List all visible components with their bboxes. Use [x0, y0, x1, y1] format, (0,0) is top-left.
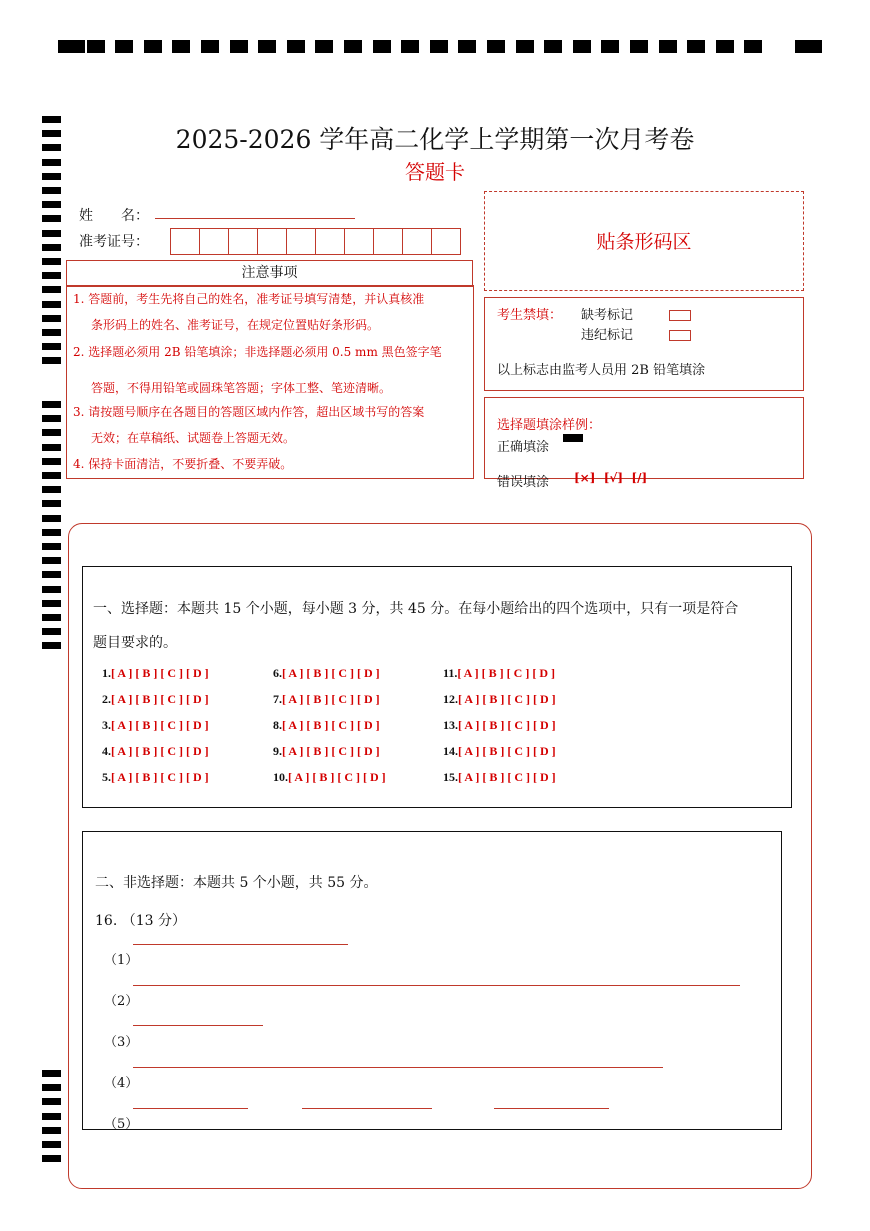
section1-heading-cont: 题目要求的。 [93, 635, 177, 651]
timing-mark [42, 571, 61, 578]
timing-mark [42, 444, 61, 451]
choice-question[interactable] [273, 744, 380, 759]
wrong-mark: [/] [631, 471, 648, 485]
wrong-fill-label: 错误填涂 [497, 475, 550, 490]
choice-question[interactable] [443, 718, 556, 733]
timing-mark [795, 40, 822, 53]
answer-line-5c[interactable] [494, 1108, 609, 1109]
timing-mark [544, 40, 562, 53]
id-digit-box[interactable] [431, 228, 461, 255]
timing-mark [344, 40, 362, 53]
timing-mark [201, 40, 219, 53]
exam-title: 2025-2026 学年高二化学上学期第一次月考卷 [175, 125, 695, 154]
id-digit-box[interactable] [315, 228, 345, 255]
timing-mark [144, 40, 162, 53]
violation-mark-box[interactable] [669, 330, 691, 341]
notice-title: 注意事项 [66, 260, 473, 287]
timing-mark [42, 515, 61, 522]
timing-mark [458, 40, 476, 53]
answer-line-1[interactable] [133, 944, 348, 945]
id-digit-box[interactable] [257, 228, 287, 255]
notice-line: 3. 请按题号顺序在各题目的答题区域内作答，超出区域书写的答案 [73, 405, 425, 419]
part-label: （4） [104, 1076, 139, 1091]
barcode-label: 贴条形码区 [596, 231, 692, 253]
timing-mark [42, 529, 61, 536]
timing-mark [42, 1084, 61, 1091]
timing-mark [42, 557, 61, 564]
id-digit-box[interactable] [402, 228, 432, 255]
correct-fill-sample [563, 434, 583, 442]
timing-mark [42, 286, 61, 293]
question-number: 1. [102, 666, 111, 680]
timing-mark [42, 1141, 61, 1148]
timing-mark [42, 600, 61, 607]
id-digit-box[interactable] [373, 228, 403, 255]
question-number: 4. [102, 744, 111, 758]
part-label: （3） [104, 1035, 139, 1050]
answer-options[interactable]: [ A ] [ B ] [ C ] [ D ] [458, 718, 556, 732]
timing-mark [687, 40, 705, 53]
answer-options[interactable]: [ A ] [ B ] [ C ] [ D ] [282, 744, 380, 758]
answer-options[interactable]: [ A ] [ B ] [ C ] [ D ] [282, 692, 380, 706]
notice-line: 无效；在草稿纸、试题卷上答题无效。 [91, 431, 296, 445]
choice-question[interactable] [102, 770, 209, 785]
proctor-note: 以上标志由监考人员用 2B 铅笔填涂 [497, 363, 706, 378]
question-number: 13. [443, 718, 458, 732]
answer-options[interactable]: [ A ] [ B ] [ C ] [ D ] [457, 666, 555, 680]
timing-mark [659, 40, 677, 53]
choice-question[interactable] [102, 666, 209, 681]
choice-question[interactable] [102, 718, 209, 733]
timing-mark [401, 40, 419, 53]
choice-question[interactable] [273, 770, 386, 785]
exam-subtitle: 答题卡 [405, 160, 465, 184]
choice-question[interactable] [273, 666, 380, 681]
choice-question[interactable] [443, 666, 555, 681]
timing-mark [42, 301, 61, 308]
question-number: 7. [273, 692, 282, 706]
part-label: （2） [104, 994, 139, 1009]
question-number: 14. [443, 744, 458, 758]
timing-mark [315, 40, 333, 53]
timing-mark [42, 201, 61, 208]
answer-options[interactable]: [ A ] [ B ] [ C ] [ D ] [111, 666, 209, 680]
question-number: 6. [273, 666, 282, 680]
timing-mark [58, 40, 85, 53]
timing-mark [42, 329, 61, 336]
answer-options[interactable]: [ A ] [ B ] [ C ] [ D ] [111, 692, 209, 706]
answer-options[interactable]: [ A ] [ B ] [ C ] [ D ] [458, 744, 556, 758]
part-label: （1） [104, 953, 139, 968]
timing-mark [42, 586, 61, 593]
notice-line: 2. 选择题必须用 2B 铅笔填涂；非选择题必须用 0.5 mm 黑色签字笔 [73, 345, 442, 359]
timing-mark [42, 500, 61, 507]
id-digit-box[interactable] [170, 228, 200, 255]
notice-line: 1. 答题前，考生先将自己的姓名，准考证号填写清楚，并认真核准 [73, 292, 425, 306]
example-title: 选择题填涂样例： [497, 418, 602, 433]
question-number: 11. [443, 666, 458, 680]
barcode-area [484, 191, 804, 291]
timing-mark [287, 40, 305, 53]
name-label: 姓 名： [79, 208, 149, 224]
timing-mark [516, 40, 534, 53]
correct-fill-label: 正确填涂 [497, 440, 550, 455]
timing-mark [42, 315, 61, 322]
timing-mark [42, 401, 61, 408]
timing-mark [42, 1098, 61, 1105]
timing-mark [42, 628, 61, 635]
answer-line-5b[interactable] [302, 1108, 432, 1109]
absent-mark-box[interactable] [669, 310, 691, 321]
wrong-mark: [√] [603, 471, 624, 485]
answer-line-5a[interactable] [133, 1108, 248, 1109]
timing-mark [230, 40, 248, 53]
timing-mark [42, 272, 61, 279]
answer-line-4[interactable] [133, 1067, 663, 1068]
timing-mark [42, 343, 61, 350]
id-label: 准考证号： [79, 234, 149, 250]
name-field[interactable] [155, 218, 355, 219]
timing-mark [87, 40, 105, 53]
timing-mark [42, 1070, 61, 1077]
answer-options[interactable]: [ A ] [ B ] [ C ] [ D ] [458, 692, 556, 706]
timing-mark [373, 40, 391, 53]
id-digit-box[interactable] [344, 228, 374, 255]
multiple-choice-section [82, 566, 792, 808]
notice-line: 4. 保持卡面清洁，不要折叠、不要弄破。 [73, 457, 293, 471]
timing-mark [42, 357, 61, 364]
question-number: 15. [443, 770, 458, 784]
question-number: 5. [102, 770, 111, 784]
question-number: 3. [102, 718, 111, 732]
timing-mark [42, 1127, 61, 1134]
section2-heading: 二、非选择题：本题共 5 个小题，共 55 分。 [95, 875, 378, 891]
timing-mark [487, 40, 505, 53]
question-number: 8. [273, 718, 282, 732]
timing-mark [42, 1155, 61, 1162]
absent-label: 缺考标记 [581, 308, 634, 323]
timing-marks-top [58, 40, 822, 56]
wrong-fill-samples [574, 471, 647, 485]
id-digit-box[interactable] [199, 228, 229, 255]
choice-question[interactable] [102, 744, 209, 759]
timing-mark [42, 543, 61, 550]
notice-line: 条形码上的姓名、准考证号，在规定位置贴好条形码。 [91, 318, 380, 332]
timing-mark [601, 40, 619, 53]
timing-mark [42, 187, 61, 194]
forbidden-label: 考生禁填： [497, 308, 563, 323]
timing-mark [42, 458, 61, 465]
notice-box [66, 285, 474, 479]
timing-mark [42, 415, 61, 422]
timing-mark [42, 486, 61, 493]
choice-question[interactable] [443, 692, 556, 707]
timing-mark [630, 40, 648, 53]
answer-options[interactable]: [ A ] [ B ] [ C ] [ D ] [288, 770, 386, 784]
timing-mark [258, 40, 276, 53]
fill-example-box [484, 397, 804, 490]
notice-line: 答题，不得用铅笔或圆珠笔答题；字体工整、笔迹清晰。 [91, 381, 392, 395]
choice-question[interactable] [443, 770, 556, 785]
id-digit-box[interactable] [286, 228, 316, 255]
choice-question[interactable] [443, 744, 556, 759]
question-number: 9. [273, 744, 282, 758]
answer-options[interactable]: [ A ] [ B ] [ C ] [ D ] [111, 718, 209, 732]
question-16-label: 16. （13 分） [95, 913, 186, 929]
timing-mark [42, 258, 61, 265]
choice-question[interactable] [102, 692, 209, 707]
timing-mark [42, 614, 61, 621]
timing-mark [115, 40, 133, 53]
timing-mark [42, 1113, 61, 1120]
timing-mark [172, 40, 190, 53]
question-number: 2. [102, 692, 111, 706]
part-label: （5） [104, 1117, 139, 1132]
proctor-only-box [484, 297, 804, 391]
answer-options[interactable]: [ A ] [ B ] [ C ] [ D ] [282, 666, 380, 680]
answer-options[interactable]: [ A ] [ B ] [ C ] [ D ] [111, 770, 209, 784]
choice-question[interactable] [273, 692, 380, 707]
answer-options[interactable]: [ A ] [ B ] [ C ] [ D ] [282, 718, 380, 732]
timing-mark [42, 215, 61, 222]
section1-heading: 一、选择题：本题共 15 个小题，每小题 3 分，共 45 分。在每小题给出的四个选项中，只有一项是符合 [93, 601, 739, 617]
violation-label: 违纪标记 [581, 328, 634, 343]
timing-mark [744, 40, 762, 53]
wrong-mark: [×] [574, 471, 596, 485]
answer-line-2[interactable] [133, 985, 740, 986]
timing-mark [42, 472, 61, 479]
timing-mark [42, 244, 61, 251]
timing-mark [430, 40, 448, 53]
free-response-section [82, 831, 782, 1130]
timing-mark [42, 642, 61, 649]
timing-mark [42, 230, 61, 237]
choice-question[interactable] [273, 718, 380, 733]
timing-mark [716, 40, 734, 53]
question-number: 12. [443, 692, 458, 706]
timing-mark [573, 40, 591, 53]
id-digit-box[interactable] [228, 228, 258, 255]
answer-line-3[interactable] [133, 1025, 263, 1026]
timing-mark [42, 429, 61, 436]
id-number-boxes[interactable] [170, 228, 460, 255]
answer-options[interactable]: [ A ] [ B ] [ C ] [ D ] [458, 770, 556, 784]
question-number: 10. [273, 770, 288, 784]
answer-options[interactable]: [ A ] [ B ] [ C ] [ D ] [111, 744, 209, 758]
